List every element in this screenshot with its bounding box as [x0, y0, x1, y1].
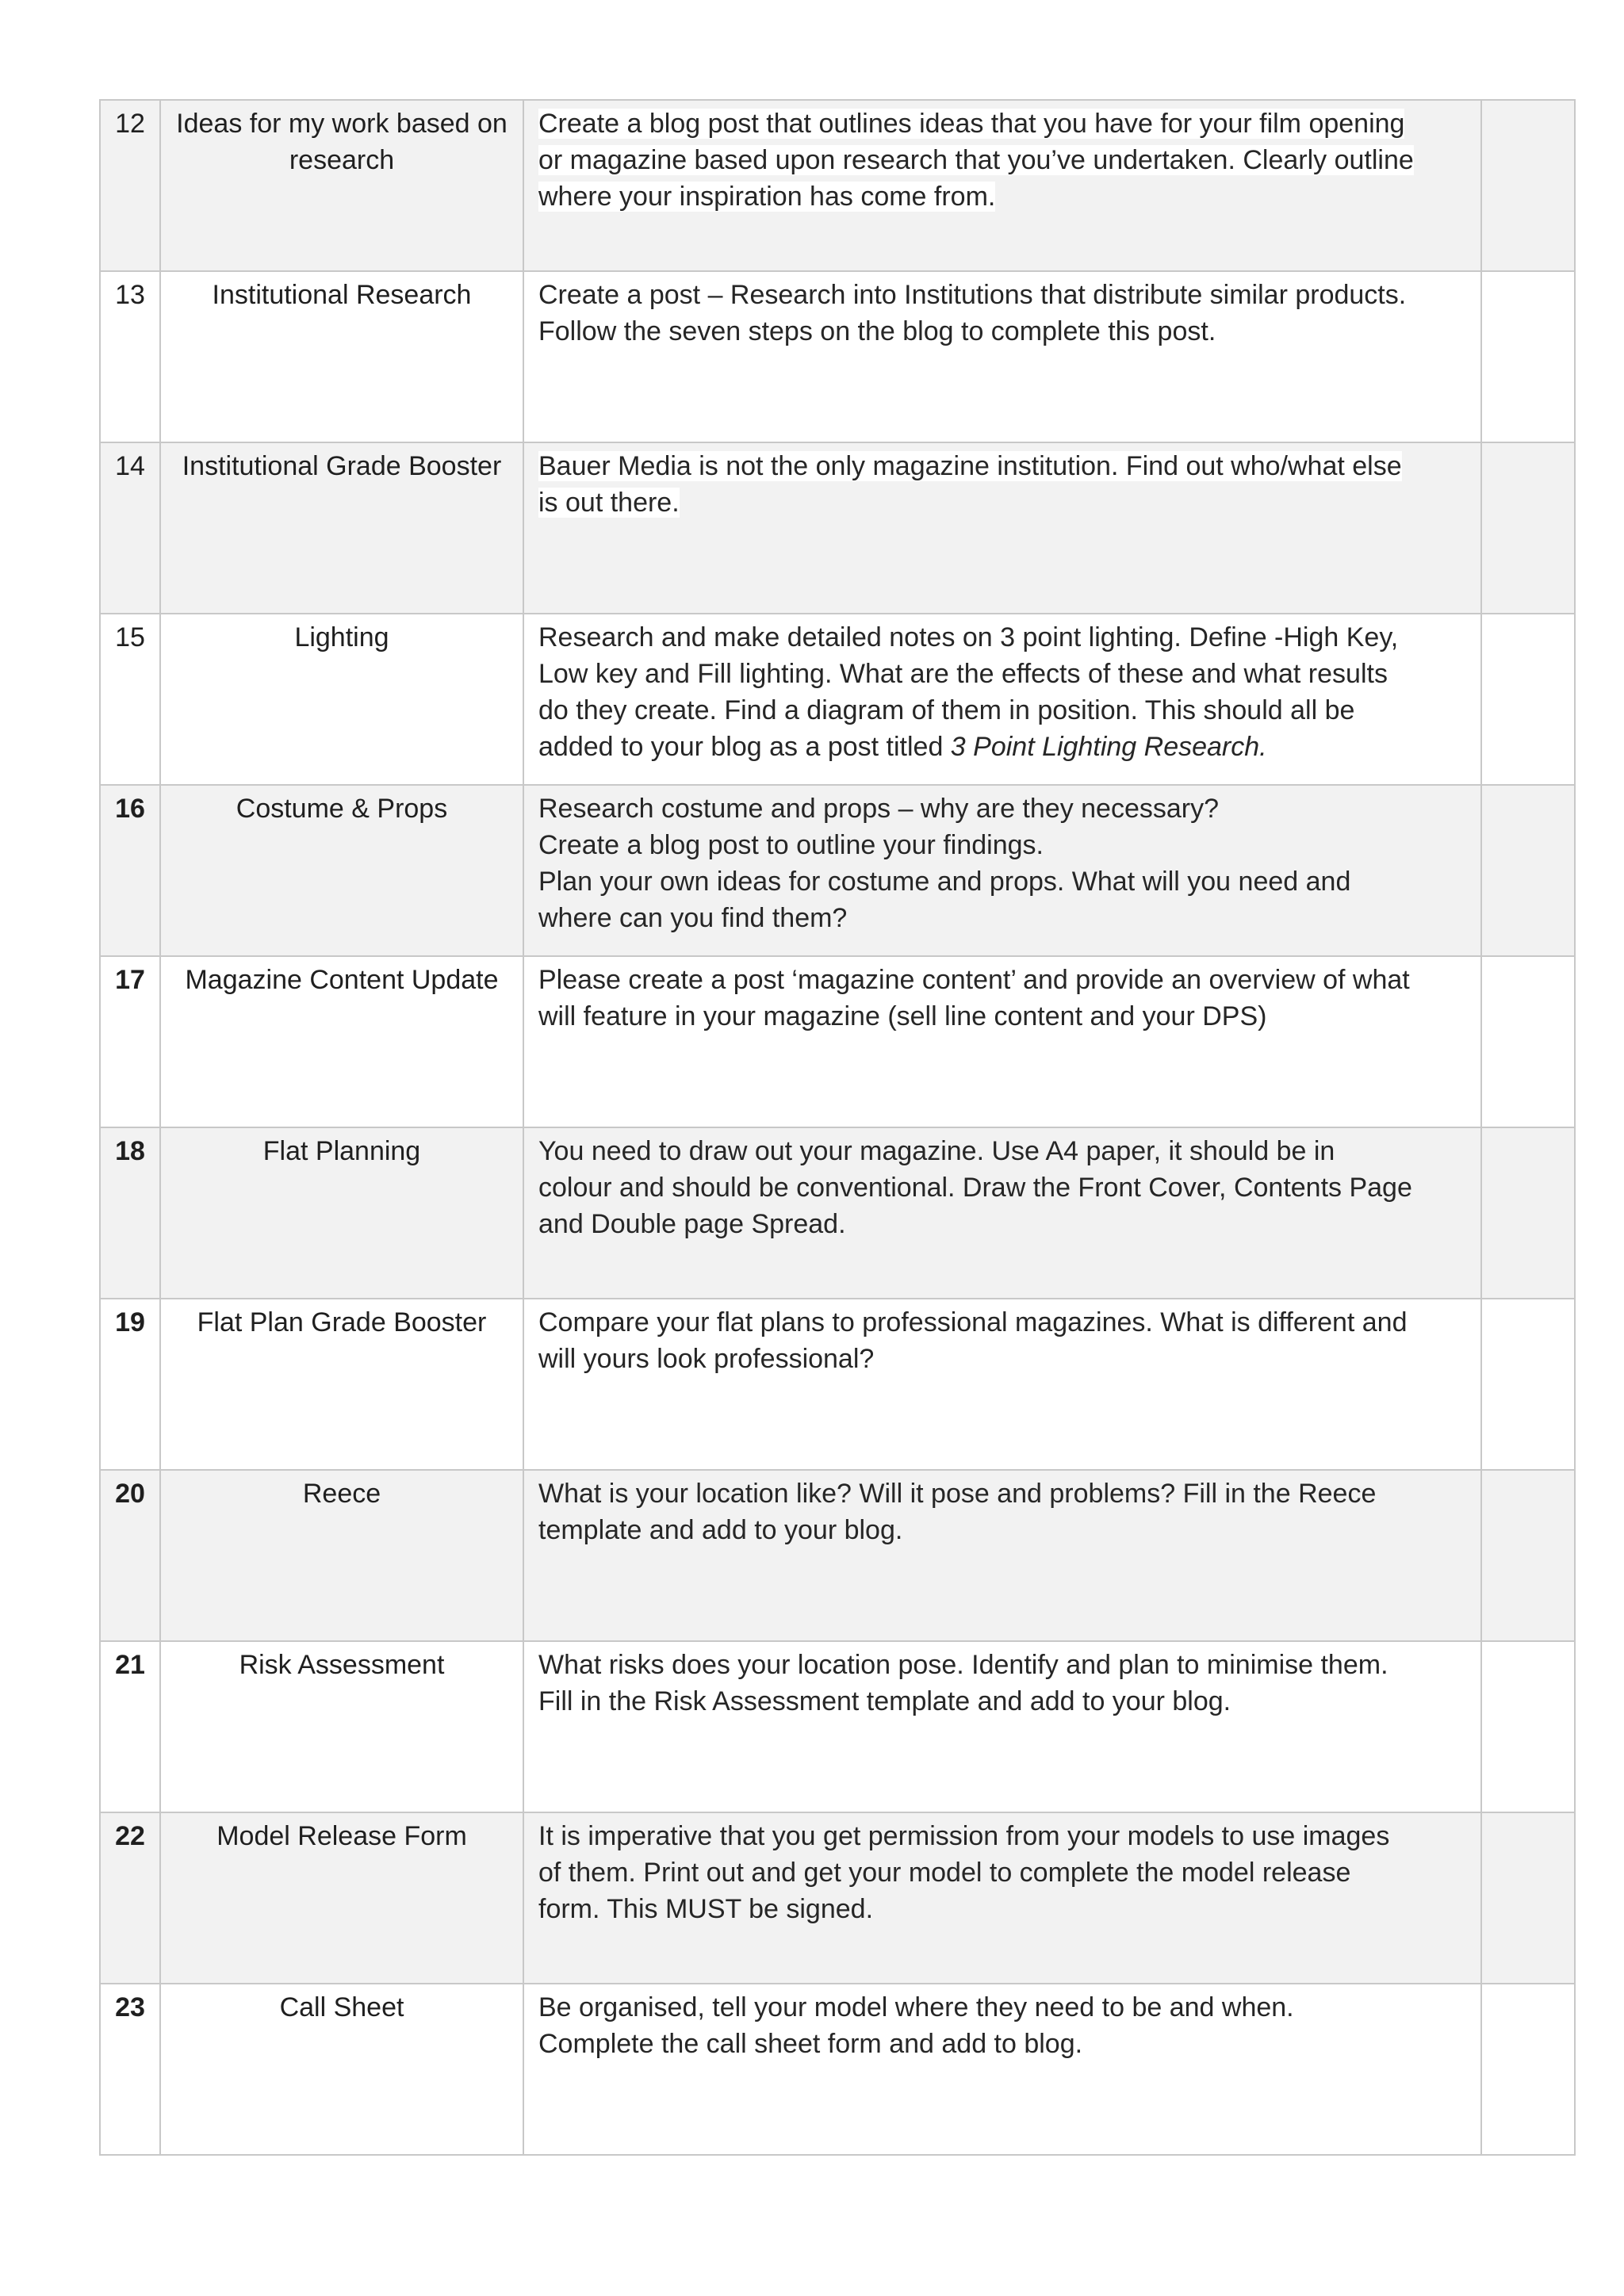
task-description: What risks does your location pose. Identify and plan to minimise them. Fill in the Risk Assessment template and add to your blog.	[523, 1641, 1481, 1812]
task-description: You need to draw out your magazine. Use A4 paper, it should be in colour and should be conventional. Draw the Front Cover, Contents Page and Double page Spread.	[523, 1127, 1481, 1299]
task-description: Please create a post ‘magazine content’ and provide an overview of what will feature in your magazine (sell line content and your DPS)	[523, 956, 1481, 1127]
task-number: 20	[100, 1470, 160, 1641]
task-check-cell[interactable]	[1481, 1984, 1575, 2155]
table-row	[100, 442, 1575, 614]
table-row	[100, 1299, 1575, 1470]
task-number: 13	[100, 271, 160, 442]
table-row	[100, 1984, 1575, 2155]
table-row	[100, 1127, 1575, 1299]
task-check-cell[interactable]	[1481, 1470, 1575, 1641]
task-description: It is imperative that you get permission from your models to use images of them. Print out and get your model to complete the model release form. This MUST be signed.	[523, 1812, 1481, 1984]
table-row	[100, 100, 1575, 271]
task-description: Research and make detailed notes on 3 point lighting. Define -High Key, Low key and Fill lighting. What are the effects of these and what results do they create. Find a diagram of them in position. This should all be added to your blog as a post titled 3 Point Lighting Research.	[523, 614, 1481, 785]
task-check-cell[interactable]	[1481, 100, 1575, 271]
task-number: 23	[100, 1984, 160, 2155]
task-title: Magazine Content Update	[160, 956, 523, 1127]
task-title: Call Sheet	[160, 1984, 523, 2155]
task-number: 18	[100, 1127, 160, 1299]
task-check-cell[interactable]	[1481, 271, 1575, 442]
task-number: 21	[100, 1641, 160, 1812]
task-number: 15	[100, 614, 160, 785]
task-title: Ideas for my work based on research	[160, 100, 523, 271]
task-check-cell[interactable]	[1481, 1812, 1575, 1984]
task-number: 19	[100, 1299, 160, 1470]
task-number: 22	[100, 1812, 160, 1984]
task-description: Bauer Media is not the only magazine institution. Find out who/what else is out there.	[523, 442, 1481, 614]
task-table	[99, 99, 1576, 2156]
table-row	[100, 785, 1575, 956]
table-row	[100, 1641, 1575, 1812]
task-title: Institutional Research	[160, 271, 523, 442]
task-description: Be organised, tell your model where they need to be and when. Complete the call sheet form and add to blog.	[523, 1984, 1481, 2155]
table-row	[100, 271, 1575, 442]
task-number: 16	[100, 785, 160, 956]
table-row	[100, 1470, 1575, 1641]
task-description: Create a post – Research into Institutions that distribute similar products. Follow the seven steps on the blog to complete this post.	[523, 271, 1481, 442]
task-description: Research costume and props – why are they necessary? Create a blog post to outline your findings. Plan your own ideas for costume and props. What will you need and where can you find them?	[523, 785, 1481, 956]
table-row	[100, 614, 1575, 785]
task-title: Reece	[160, 1470, 523, 1641]
task-title: Lighting	[160, 614, 523, 785]
task-check-cell[interactable]	[1481, 1299, 1575, 1470]
task-title: Flat Planning	[160, 1127, 523, 1299]
task-number: 17	[100, 956, 160, 1127]
task-title: Risk Assessment	[160, 1641, 523, 1812]
task-check-cell[interactable]	[1481, 1641, 1575, 1812]
task-number: 12	[100, 100, 160, 271]
task-check-cell[interactable]	[1481, 956, 1575, 1127]
table-row	[100, 1812, 1575, 1984]
task-check-cell[interactable]	[1481, 1127, 1575, 1299]
task-description: Create a blog post that outlines ideas that you have for your film opening or magazine based upon research that you’ve undertaken. Clearly outline where your inspiration has come from.	[523, 100, 1481, 271]
task-title: Model Release Form	[160, 1812, 523, 1984]
task-description: Compare your flat plans to professional magazines. What is different and will yours look professional?	[523, 1299, 1481, 1470]
task-title: Flat Plan Grade Booster	[160, 1299, 523, 1470]
task-check-cell[interactable]	[1481, 614, 1575, 785]
task-description: What is your location like? Will it pose and problems? Fill in the Reece template and add to your blog.	[523, 1470, 1481, 1641]
task-number: 14	[100, 442, 160, 614]
task-title: Costume & Props	[160, 785, 523, 956]
task-check-cell[interactable]	[1481, 442, 1575, 614]
task-title: Institutional Grade Booster	[160, 442, 523, 614]
table-row	[100, 956, 1575, 1127]
task-check-cell[interactable]	[1481, 785, 1575, 956]
